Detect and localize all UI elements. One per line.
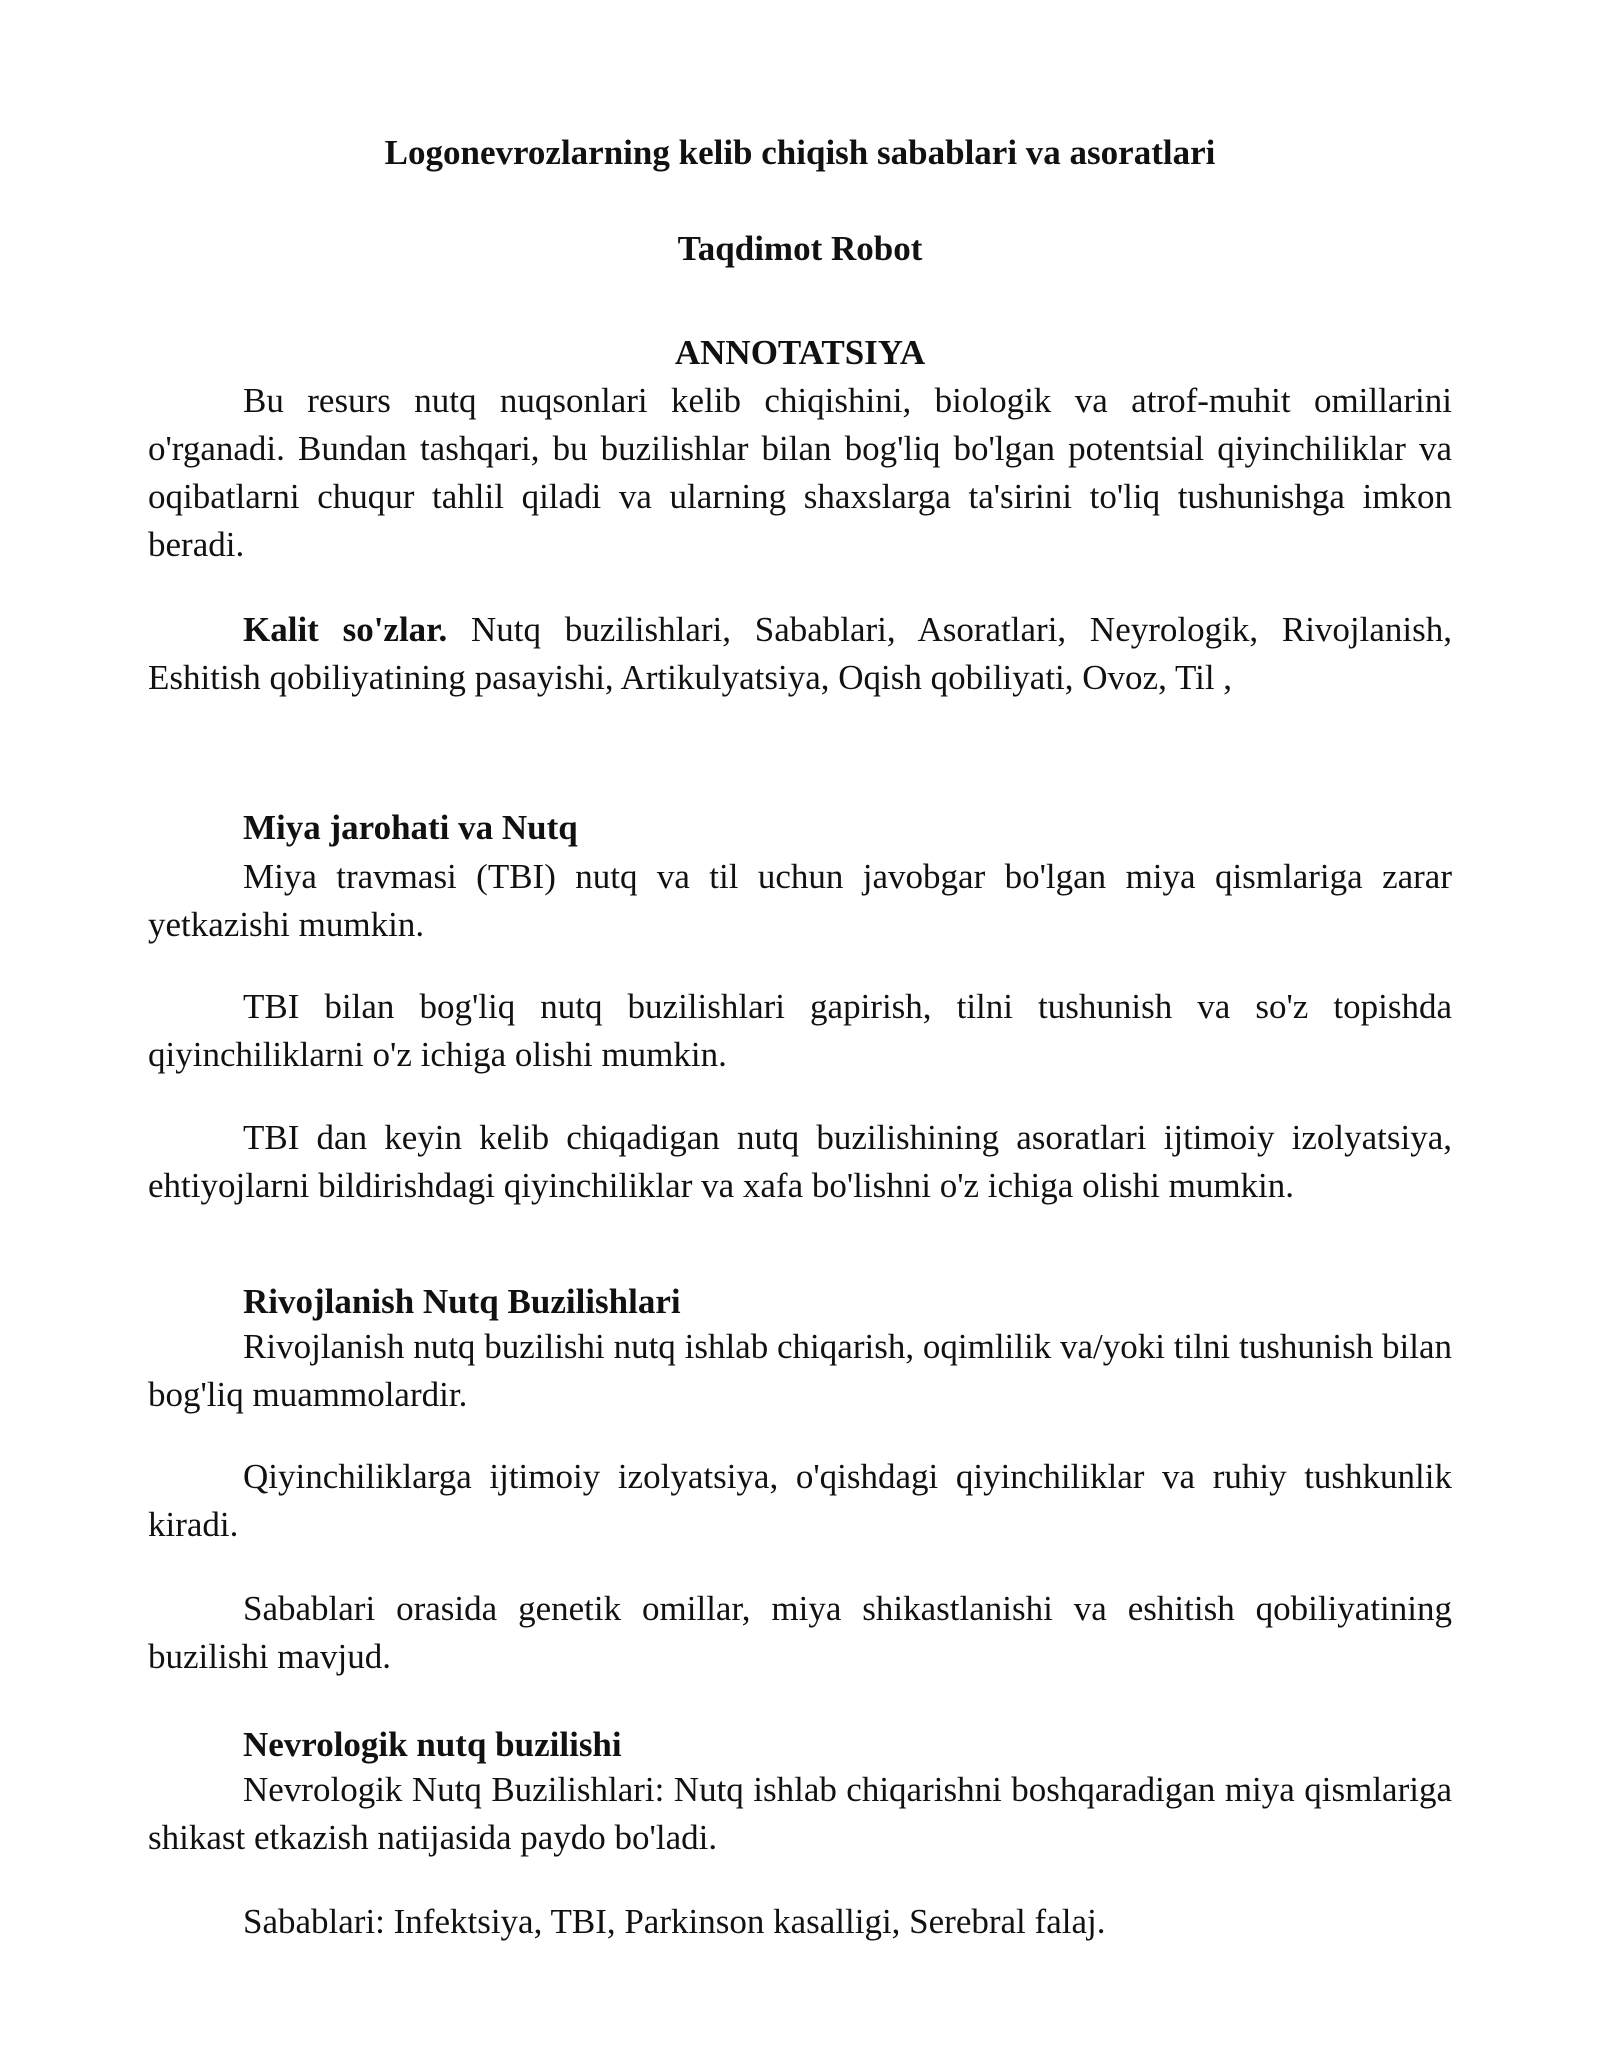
annotation-heading: ANNOTATSIYA: [674, 333, 926, 372]
section-heading-brain-injury: Miya jarohati va Nutq: [243, 808, 578, 847]
section-paragraph: Miya travmasi (TBI) nutq va til uchun javobgar bo'lgan miya qismlariga zarar yetkazishi mumkin.: [148, 857, 1452, 944]
keywords-text: Nutq buzilishlari, Sabablari, Asoratlari, Neyrologik, Rivojlanish, Eshitish qobiliyatining pasayishi, Artikulyatsiya, Oqish qobiliyati, Ovoz, Til ,: [148, 610, 1452, 697]
document-author: Taqdimot Robot: [677, 229, 923, 268]
section-paragraph: Qiyinchiliklarga ijtimoiy izolyatsiya, o'qishdagi qiyinchiliklar va ruhiy tushkunlik kiradi.: [148, 1457, 1452, 1544]
annotation-text: Bu resurs nutq nuqsonlari kelib chiqishini, biologik va atrof-muhit omillarini o'rganadi. Bundan tashqari, bu buzilishlar bilan bog'liq bo'lgan potentsial qiyinchiliklar va oqibatlarni chuqur tahlil qiladi va ularning shaxslarga ta'sirini to'liq tushunishga imkon beradi.: [148, 381, 1452, 564]
section-heading-neurological: Nevrologik nutq buzilishi: [243, 1725, 622, 1764]
section-paragraph: Sabablari: Infektsiya, TBI, Parkinson kasalligi, Serebral falaj.: [243, 1902, 1106, 1941]
section-paragraph: Sabablari orasida genetik omillar, miya shikastlanishi va eshitish qobiliyatining buzilishi mavjud.: [148, 1589, 1452, 1676]
section-paragraph: Nevrologik Nutq Buzilishlari: Nutq ishlab chiqarishni boshqaradigan miya qismlariga shikast etkazish natijasida paydo bo'ladi.: [148, 1770, 1452, 1857]
section-heading-developmental: Rivojlanish Nutq Buzilishlari: [243, 1282, 681, 1321]
section-paragraph: Rivojlanish nutq buzilishi nutq ishlab chiqarish, oqimlilik va/yoki tilni tushunish bilan bog'liq muammolardir.: [148, 1327, 1452, 1414]
document-title: Logonevrozlarning kelib chiqish sabablari va asoratlari: [384, 133, 1216, 172]
section-paragraph: TBI bilan bog'liq nutq buzilishlari gapirish, tilni tushunish va so'z topishda qiyinchiliklarni o'z ichiga olishi mumkin.: [148, 987, 1452, 1074]
keywords-label: Kalit so'zlar.: [243, 610, 448, 649]
section-paragraph: TBI dan keyin kelib chiqadigan nutq buzilishining asoratlari ijtimoiy izolyatsiya, ehtiyojlarni bildirishdagi qiyinchiliklar va xafa bo'lishni o'z ichiga olishi mumkin.: [148, 1118, 1452, 1205]
keywords-paragraph: [148, 606, 1452, 702]
